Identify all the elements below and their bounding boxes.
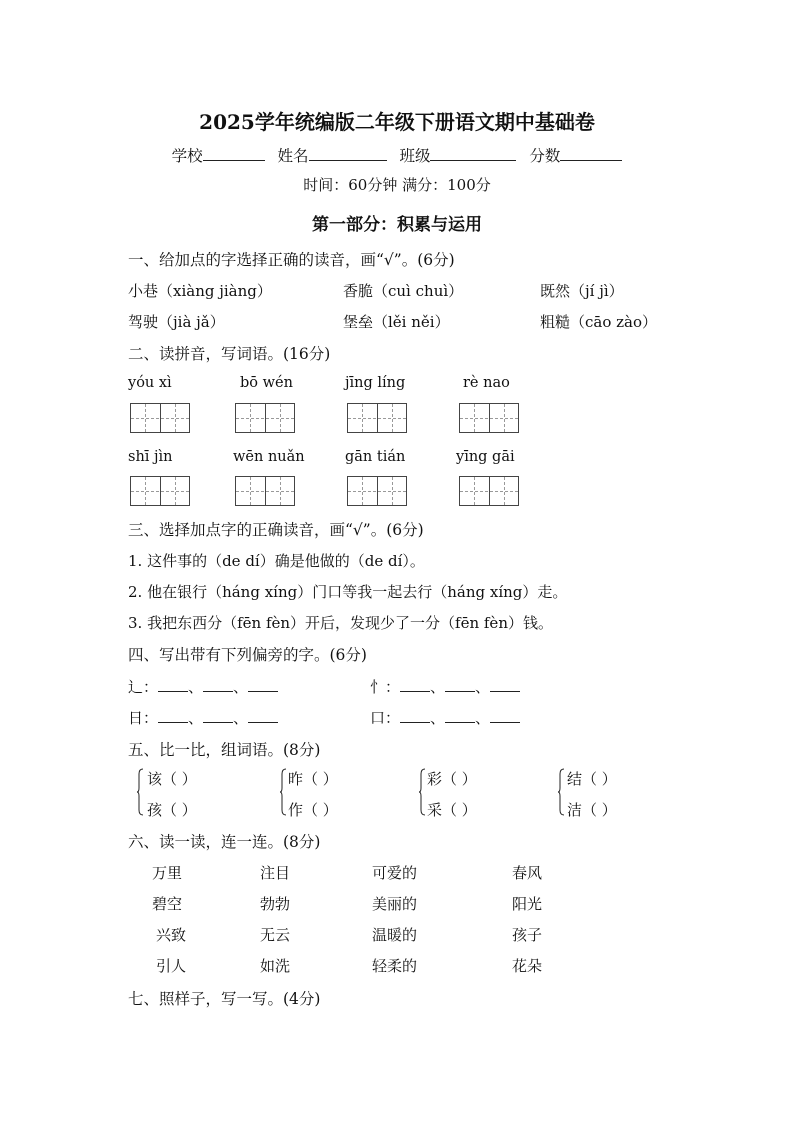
- answer-blank[interactable]: [158, 677, 188, 692]
- name-blank[interactable]: [309, 146, 387, 161]
- match-word[interactable]: 无云: [260, 926, 291, 944]
- radical-row: [128, 707, 278, 728]
- time-info: 时间：60分钟 满分：100分: [303, 176, 491, 194]
- match-word[interactable]: 温暖的: [372, 926, 418, 944]
- match-word[interactable]: 勃勃: [260, 895, 291, 913]
- match-word[interactable]: 美丽的: [372, 895, 418, 913]
- q3-item[interactable]: 2. 他在银行（háng xíng）门口等我一起去行（háng xíng）走。: [128, 583, 568, 601]
- answer-blank[interactable]: [400, 677, 430, 692]
- pinyin-label: rè nao: [463, 375, 510, 391]
- separator: 、: [475, 678, 491, 696]
- school-blank[interactable]: [203, 146, 265, 161]
- q1-item[interactable]: 香脆（cuì chuì）: [343, 282, 464, 300]
- writing-grid[interactable]: [235, 403, 295, 433]
- pinyin-label: gān tián: [345, 449, 406, 465]
- brace-icon: [558, 768, 564, 816]
- radical-row: [128, 676, 278, 697]
- answer-blank[interactable]: [203, 708, 233, 723]
- match-word[interactable]: 注目: [260, 864, 291, 882]
- answer-blank[interactable]: [445, 677, 475, 692]
- answer-blank[interactable]: [445, 708, 475, 723]
- answer-blank[interactable]: [400, 708, 430, 723]
- q7-title: 七、照样子，写一写。(4分): [128, 990, 321, 1008]
- score-blank[interactable]: [560, 146, 622, 161]
- q1-item[interactable]: 堡垒（lěi něi）: [343, 313, 450, 331]
- student-info-line: [0, 144, 794, 166]
- separator: 、: [188, 709, 204, 727]
- radical-label: 忄：: [370, 678, 401, 696]
- pinyin-label: yóu xì: [128, 375, 172, 391]
- match-word[interactable]: 花朵: [512, 957, 543, 975]
- q5-title: 五、比一比，组词语。(8分): [128, 741, 321, 759]
- pinyin-label: jīng líng: [345, 375, 406, 391]
- brace-icon: [137, 768, 143, 816]
- radical-label: 辶：: [128, 678, 159, 696]
- radical-label: 日：: [128, 709, 159, 727]
- word-pair-item[interactable]: 作（ ）: [288, 801, 338, 819]
- q1-item[interactable]: 小巷（xiàng jiàng）: [128, 282, 272, 300]
- answer-blank[interactable]: [490, 708, 520, 723]
- word-pair-item[interactable]: 采（ ）: [427, 801, 477, 819]
- match-word[interactable]: 轻柔的: [372, 957, 418, 975]
- writing-grid[interactable]: [130, 476, 190, 506]
- answer-blank[interactable]: [490, 677, 520, 692]
- q1-item[interactable]: 驾驶（jià jǎ）: [128, 313, 225, 331]
- word-pair-item[interactable]: 该（ ）: [147, 770, 197, 788]
- word-pair-item[interactable]: 结（ ）: [567, 770, 617, 788]
- writing-grid[interactable]: [459, 476, 519, 506]
- school-label: 学校: [171, 147, 203, 165]
- match-word[interactable]: 兴致: [156, 926, 187, 944]
- pinyin-label: shī jìn: [128, 449, 173, 465]
- writing-grid[interactable]: [235, 476, 295, 506]
- writing-grid[interactable]: [347, 476, 407, 506]
- brace-icon: [280, 768, 286, 816]
- match-word[interactable]: 春风: [512, 864, 543, 882]
- separator: 、: [430, 709, 446, 727]
- q4-title: 四、写出带有下列偏旁的字。(6分): [128, 646, 367, 664]
- class-label: 班级: [399, 147, 431, 165]
- pinyin-label: wēn nuǎn: [233, 449, 305, 465]
- radical-label: 口：: [370, 709, 401, 727]
- score-label: 分数: [529, 147, 561, 165]
- match-word[interactable]: 万里: [152, 864, 183, 882]
- q1-item[interactable]: 既然（jí jì）: [540, 282, 624, 300]
- writing-grid[interactable]: [459, 403, 519, 433]
- q3-item[interactable]: 3. 我把东西分（fēn fèn）开后，发现少了一分（fēn fèn）钱。: [128, 614, 553, 632]
- match-word[interactable]: 引人: [156, 957, 187, 975]
- q6-title: 六、读一读，连一连。(8分): [128, 833, 321, 851]
- separator: 、: [233, 709, 249, 727]
- match-word[interactable]: 碧空: [152, 895, 183, 913]
- match-word[interactable]: 可爱的: [372, 864, 418, 882]
- pinyin-label: yīng gāi: [456, 449, 515, 465]
- separator: 、: [233, 678, 249, 696]
- part-title: 第一部分：积累与运用: [312, 215, 482, 235]
- word-pair-item[interactable]: 昨（ ）: [288, 770, 338, 788]
- match-word[interactable]: 孩子: [512, 926, 543, 944]
- separator: 、: [430, 678, 446, 696]
- brace-icon: [419, 768, 425, 816]
- class-blank[interactable]: [430, 146, 516, 161]
- writing-grid[interactable]: [347, 403, 407, 433]
- answer-blank[interactable]: [203, 677, 233, 692]
- word-pair-item[interactable]: 洁（ ）: [567, 801, 617, 819]
- writing-grid[interactable]: [130, 403, 190, 433]
- separator: 、: [188, 678, 204, 696]
- name-label: 姓名: [277, 147, 309, 165]
- answer-blank[interactable]: [248, 677, 278, 692]
- match-word[interactable]: 如洗: [260, 957, 291, 975]
- answer-blank[interactable]: [248, 708, 278, 723]
- answer-blank[interactable]: [158, 708, 188, 723]
- radical-row: [370, 707, 520, 728]
- q1-item[interactable]: 粗糙（cāo zào）: [540, 313, 658, 331]
- q1-title: 一、给加点的字选择正确的读音，画“√”。(6分): [128, 251, 455, 269]
- q3-title: 三、选择加点字的正确读音，画“√”。(6分): [128, 521, 424, 539]
- separator: 、: [475, 709, 491, 727]
- page-title: 2025学年统编版二年级下册语文期中基础卷: [199, 110, 595, 134]
- word-pair-item[interactable]: 彩（ ）: [427, 770, 477, 788]
- pinyin-label: bō wén: [240, 375, 293, 391]
- word-pair-item[interactable]: 孩（ ）: [147, 801, 197, 819]
- radical-row: [370, 676, 520, 697]
- q3-item[interactable]: 1. 这件事的（de dí）确是他做的（de dí）。: [128, 552, 425, 570]
- q2-title: 二、读拼音，写词语。(16分): [128, 345, 331, 363]
- match-word[interactable]: 阳光: [512, 895, 543, 913]
